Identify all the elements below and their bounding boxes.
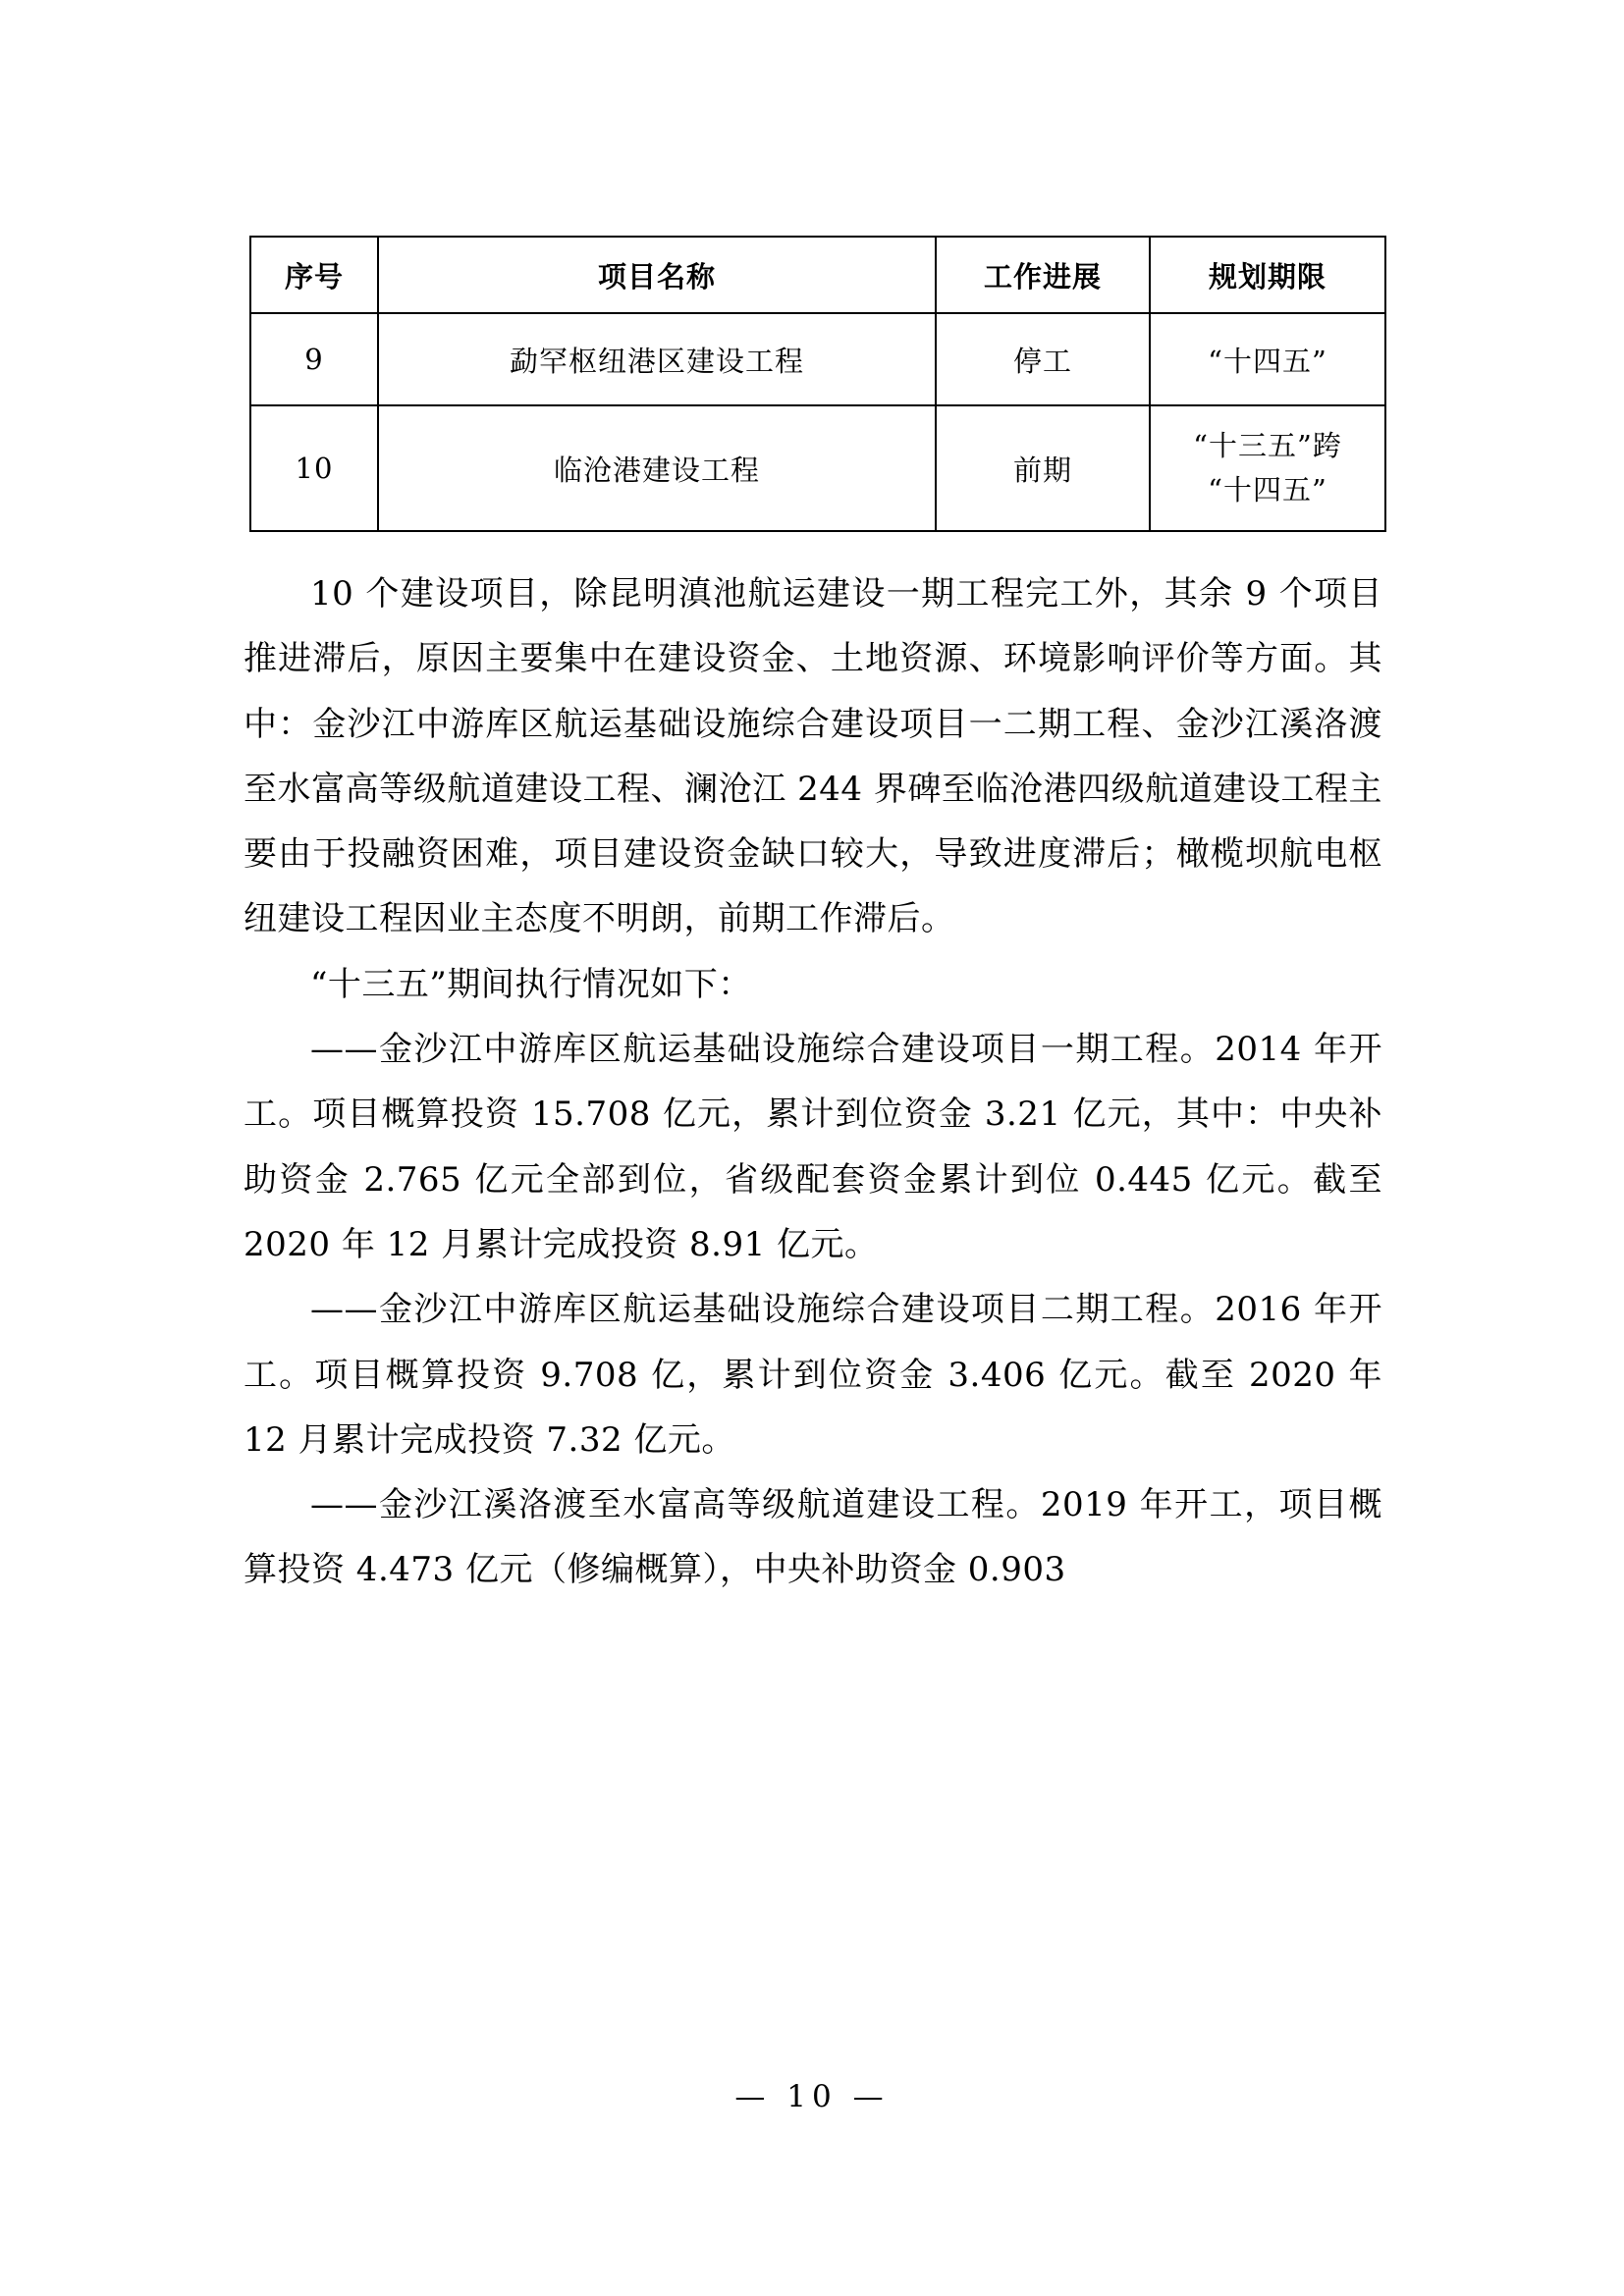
page-number: — 10 — <box>734 2079 890 2114</box>
paragraph-project-phase1: ——金沙江中游库区航运基础设施综合建设项目一期工程。2014 年开工。项目概算投资 15.708 亿元，累计到位资金 3.21 亿元，其中：中央补助资金 2.765 亿元全部到位，省级配套资金累计到位 0.445 亿元。截至 2020 年 12 月累计完成投资 8.91 亿元。 <box>244 1030 1382 1264</box>
table-row <box>250 313 1385 405</box>
table-header-cell-no: 序号 <box>250 237 378 313</box>
paragraph-intro-135: “十三五”期间执行情况如下： <box>310 964 752 1004</box>
cell-term <box>1150 405 1385 531</box>
table-header-cell-progress: 工作进展 <box>936 237 1150 313</box>
cell-term: “十四五” <box>1150 313 1385 405</box>
cell-project-name: 勐罕枢纽港区建设工程 <box>378 313 936 405</box>
cell-project-name: 临沧港建设工程 <box>378 405 936 531</box>
cell-term-line1: “十三五”跨 <box>1193 429 1342 463</box>
paragraph-project-phase2: ——金沙江中游库区航运基础设施综合建设项目二期工程。2016 年开工。项目概算投资 9.708 亿，累计到位资金 3.406 亿元。截至 2020 年 12 月累计完成投资 7.32 亿元。 <box>244 1290 1382 1460</box>
cell-term-line2: “十四五” <box>1208 473 1327 507</box>
cell-progress: 停工 <box>936 313 1150 405</box>
table-body <box>250 313 1385 531</box>
paragraph-project-xiluodu: ——金沙江溪洛渡至水富高等级航道建设工程。2019 年开工，项目概算投资 4.473 亿元（修编概算），中央补助资金 0.903 <box>244 1485 1382 1590</box>
cell-progress: 前期 <box>936 405 1150 531</box>
table-header-cell-term: 规划期限 <box>1150 237 1385 313</box>
cell-no: 9 <box>250 313 378 405</box>
table-row <box>250 405 1385 531</box>
paragraph-summary: 10 个建设项目，除昆明滇池航运建设一期工程完工外，其余 9 个项目推进滞后，原因主要集中在建设资金、土地资源、环境影响评价等方面。其中：金沙江中游库区航运基础设施综合建设项目一二期工程、金沙江溪洛渡至水富高等级航道建设工程、澜沧江 244 界碑至临沧港四级航道建设工程主要由于投融资困难，项目建设资金缺口较大，导致进度滞后；橄榄坝航电枢纽建设工程因业主态度不明朗，前期工作滞后。 <box>244 574 1382 939</box>
project-table <box>249 236 1386 532</box>
table-header <box>250 237 1385 313</box>
table-header-row <box>250 237 1385 313</box>
page-content <box>244 236 1382 1603</box>
cell-no: 10 <box>250 405 378 531</box>
table-header-cell-name: 项目名称 <box>378 237 936 313</box>
